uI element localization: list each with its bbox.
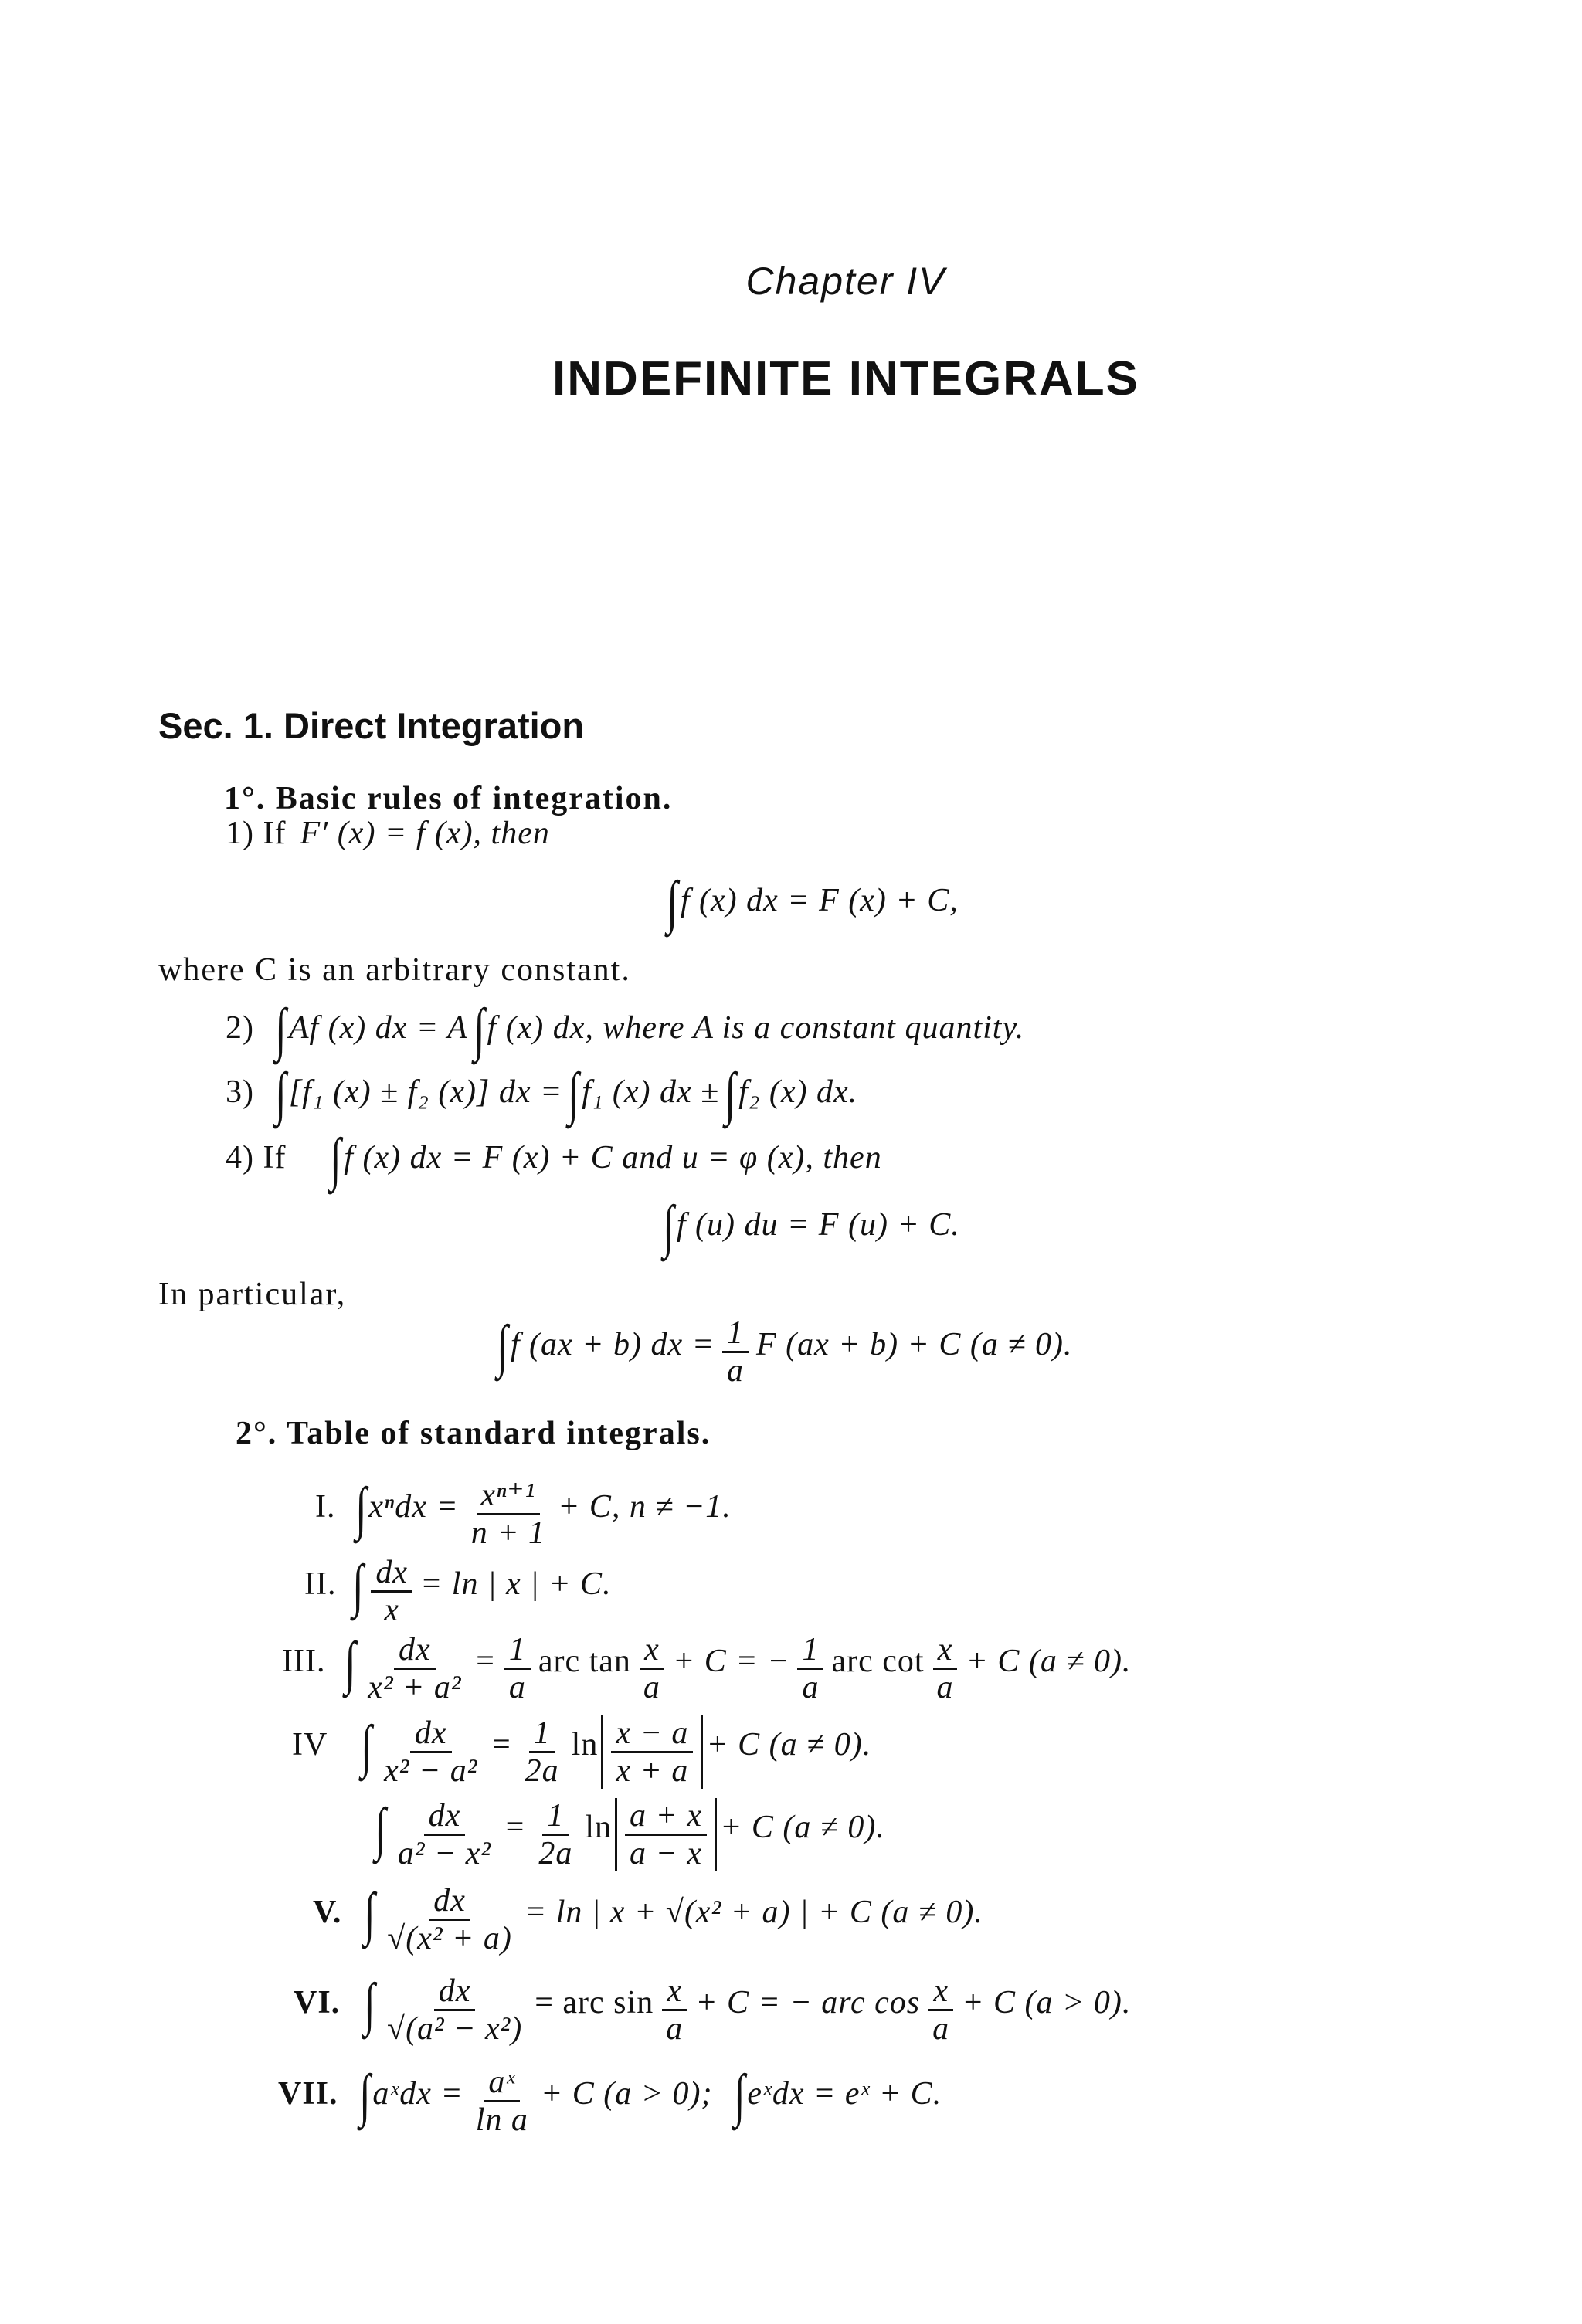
function-name: arc cot bbox=[831, 1644, 925, 1679]
denominator: ln a bbox=[475, 2102, 528, 2138]
function-name: ln bbox=[571, 1727, 599, 1763]
denominator: 2a bbox=[538, 1835, 573, 1871]
denominator: a bbox=[932, 2010, 950, 2047]
fraction bbox=[932, 1632, 959, 1705]
fraction bbox=[639, 1632, 665, 1705]
integral-sign: ∫ bbox=[375, 1796, 386, 1861]
fraction bbox=[504, 1632, 531, 1705]
formula-text: + C (a > 0); bbox=[540, 2076, 713, 2112]
formula-text: + C (a ≠ 0). bbox=[706, 1727, 872, 1763]
table-heading: 2°. Table of standard integrals. bbox=[236, 1416, 711, 1451]
integral-label: VII. bbox=[278, 2076, 338, 2112]
fraction bbox=[521, 1715, 564, 1789]
fraction bbox=[379, 1715, 482, 1789]
integral-IV-b bbox=[372, 1796, 885, 1871]
numerator: aˣ bbox=[484, 2064, 520, 2102]
formula-text: + C (a ≠ 0). bbox=[720, 1810, 885, 1845]
integral-I bbox=[315, 1475, 732, 1551]
numerator: x bbox=[662, 1973, 687, 2011]
numerator: dx bbox=[424, 1798, 466, 1836]
denominator: √(x² + a) bbox=[387, 1920, 512, 1956]
integral-VI bbox=[294, 1971, 1131, 2047]
formula-text: = bbox=[504, 1810, 527, 1845]
numerator: xⁿ⁺¹ bbox=[477, 1478, 541, 1515]
formula-text: = bbox=[474, 1644, 497, 1679]
numerator: x − a bbox=[611, 1715, 693, 1753]
numerator: 1 bbox=[529, 1715, 555, 1753]
integral-sign: ∫ bbox=[361, 1714, 373, 1779]
denominator: 2a bbox=[525, 1752, 559, 1789]
fraction bbox=[534, 1798, 577, 1871]
denominator: a bbox=[802, 1669, 820, 1705]
fraction bbox=[625, 1798, 707, 1871]
rule-3-label: 3) bbox=[226, 1074, 254, 1110]
denominator: a bbox=[643, 1669, 660, 1705]
numerator: x bbox=[640, 1632, 664, 1670]
fraction bbox=[471, 2064, 533, 2138]
formula-text: xⁿdx = bbox=[368, 1489, 459, 1525]
rules-heading: 1°. Basic rules of integration. bbox=[224, 781, 673, 816]
integral-sign: ∫ bbox=[497, 1314, 508, 1379]
formula-text: f (u) du = F (u) + C. bbox=[676, 1207, 960, 1243]
rule-1-where: where C is an arbitrary constant. bbox=[158, 952, 631, 988]
formula-text: = ln | x | + C. bbox=[419, 1566, 612, 1602]
rule-3 bbox=[226, 1060, 857, 1128]
denominator: n + 1 bbox=[470, 1515, 546, 1551]
formula-text: aˣdx = bbox=[372, 2076, 463, 2112]
integral-sign: ∫ bbox=[568, 1061, 580, 1126]
formula-text: [f₁ (x) ± f₂ (x)] dx = bbox=[288, 1074, 563, 1110]
denominator: a bbox=[666, 2010, 684, 2047]
numerator: dx bbox=[410, 1715, 452, 1753]
denominator: x + a bbox=[616, 1752, 689, 1789]
chapter-label: Chapter IV bbox=[745, 260, 946, 303]
integral-label: V. bbox=[313, 1895, 342, 1930]
fraction bbox=[382, 1883, 517, 1956]
function-name: arc tan bbox=[538, 1644, 631, 1679]
formula-text: + C (a ≠ 0). bbox=[966, 1644, 1132, 1679]
numerator: a + x bbox=[625, 1798, 707, 1836]
integral-sign: ∫ bbox=[275, 997, 287, 1062]
integral-sign: ∫ bbox=[364, 1972, 375, 2037]
rule-1-condition: F′ (x) = f (x), then bbox=[300, 816, 550, 851]
formula-text: eˣdx = eˣ + C. bbox=[747, 2076, 942, 2112]
denominator: a bbox=[508, 1669, 526, 1705]
formula-text: = ln | x + √(x² + a) | + C (a ≠ 0). bbox=[524, 1895, 983, 1930]
fraction bbox=[928, 1973, 954, 2047]
numerator: x bbox=[933, 1632, 958, 1670]
function-name: = arc sin bbox=[535, 1985, 654, 2020]
formula-text: f₁ (x) dx ± bbox=[582, 1074, 720, 1110]
particular-label: In particular, bbox=[158, 1277, 347, 1312]
formula-text: f (x) dx = F (x) + C and u = φ (x), then bbox=[344, 1140, 882, 1176]
integral-sign: ∫ bbox=[725, 1061, 736, 1126]
denominator: a − x bbox=[630, 1835, 702, 1871]
denominator: √(a² − x²) bbox=[387, 2010, 523, 2047]
integral-sign: ∫ bbox=[364, 1881, 376, 1946]
fraction bbox=[393, 1798, 496, 1871]
numerator: dx bbox=[394, 1632, 436, 1670]
integral-label: III. bbox=[282, 1644, 326, 1679]
formula-text: f (ax + b) dx = bbox=[510, 1327, 715, 1362]
integral-sign: ∫ bbox=[733, 2063, 745, 2128]
formula-text: = bbox=[490, 1727, 513, 1763]
integral-label: II. bbox=[304, 1566, 337, 1602]
denominator: x bbox=[384, 1592, 399, 1628]
integral-sign: ∫ bbox=[275, 1061, 287, 1126]
rule-1-formula bbox=[664, 869, 959, 936]
fraction bbox=[363, 1632, 466, 1705]
integral-sign: ∫ bbox=[352, 1553, 365, 1618]
formula-text: Af (x) dx = A bbox=[288, 1010, 468, 1046]
integral-VII bbox=[278, 2062, 942, 2138]
formula-text: f (x) dx, where A is a constant quantity. bbox=[487, 1010, 1025, 1046]
rule-2-label: 2) bbox=[226, 1010, 254, 1046]
absolute-value bbox=[601, 1715, 703, 1789]
numerator: dx bbox=[429, 1883, 470, 1921]
integral-sign: ∫ bbox=[345, 1630, 357, 1695]
denominator: a² − x² bbox=[397, 1835, 491, 1871]
integral-IV bbox=[292, 1713, 871, 1789]
rule-4-formula bbox=[660, 1193, 960, 1260]
fraction bbox=[797, 1632, 823, 1705]
integral-sign: ∫ bbox=[330, 1127, 342, 1192]
denominator: x² + a² bbox=[368, 1669, 462, 1705]
numerator: 1 bbox=[797, 1632, 823, 1670]
rule-1-intro bbox=[226, 815, 550, 852]
absolute-value bbox=[615, 1798, 717, 1871]
fraction bbox=[611, 1715, 693, 1789]
section-heading: Sec. 1. Direct Integration bbox=[158, 705, 585, 746]
fraction bbox=[722, 1315, 749, 1389]
integral-III bbox=[282, 1630, 1131, 1705]
fraction bbox=[467, 1478, 550, 1551]
page-title: INDEFINITE INTEGRALS bbox=[552, 352, 1139, 405]
formula-text: F (ax + b) + C (a ≠ 0). bbox=[755, 1327, 1073, 1362]
rule-4 bbox=[226, 1126, 882, 1193]
numerator: 1 bbox=[504, 1632, 531, 1670]
formula-text: + C = − arc cos bbox=[695, 1985, 921, 2020]
numerator: dx bbox=[371, 1555, 412, 1593]
rule-2 bbox=[226, 996, 1024, 1064]
integral-sign: ∫ bbox=[355, 1476, 367, 1541]
denominator: a bbox=[936, 1669, 954, 1705]
formula-text: f (x) dx = F (x) + C, bbox=[680, 883, 959, 918]
denominator: a bbox=[726, 1352, 744, 1389]
fraction bbox=[382, 1973, 527, 2047]
fraction bbox=[661, 1973, 687, 2047]
integral-sign: ∫ bbox=[667, 870, 678, 935]
integral-label: IV bbox=[292, 1727, 328, 1763]
particular-formula bbox=[494, 1313, 1072, 1389]
formula-text: + C, n ≠ −1. bbox=[558, 1489, 732, 1525]
denominator: x² − a² bbox=[384, 1752, 478, 1789]
integral-V bbox=[313, 1881, 983, 1956]
rule-4-label: 4) If bbox=[226, 1140, 287, 1176]
formula-text: + C (a > 0). bbox=[962, 1985, 1132, 2020]
integral-sign: ∫ bbox=[358, 2063, 371, 2128]
numerator: 1 bbox=[722, 1315, 749, 1353]
formula-text: + C = − bbox=[672, 1644, 790, 1679]
integral-sign: ∫ bbox=[663, 1194, 674, 1259]
integral-label: VI. bbox=[294, 1985, 341, 2020]
fraction bbox=[371, 1555, 412, 1628]
numerator: x bbox=[928, 1973, 953, 2011]
integral-sign: ∫ bbox=[473, 997, 485, 1062]
numerator: dx bbox=[434, 1973, 476, 2011]
rule-1-label: 1) If bbox=[226, 816, 287, 851]
function-name: ln bbox=[585, 1810, 613, 1845]
formula-text: f₂ (x) dx. bbox=[738, 1074, 858, 1110]
integral-label: I. bbox=[315, 1489, 336, 1525]
integral-II bbox=[304, 1552, 612, 1628]
numerator: 1 bbox=[542, 1798, 569, 1836]
